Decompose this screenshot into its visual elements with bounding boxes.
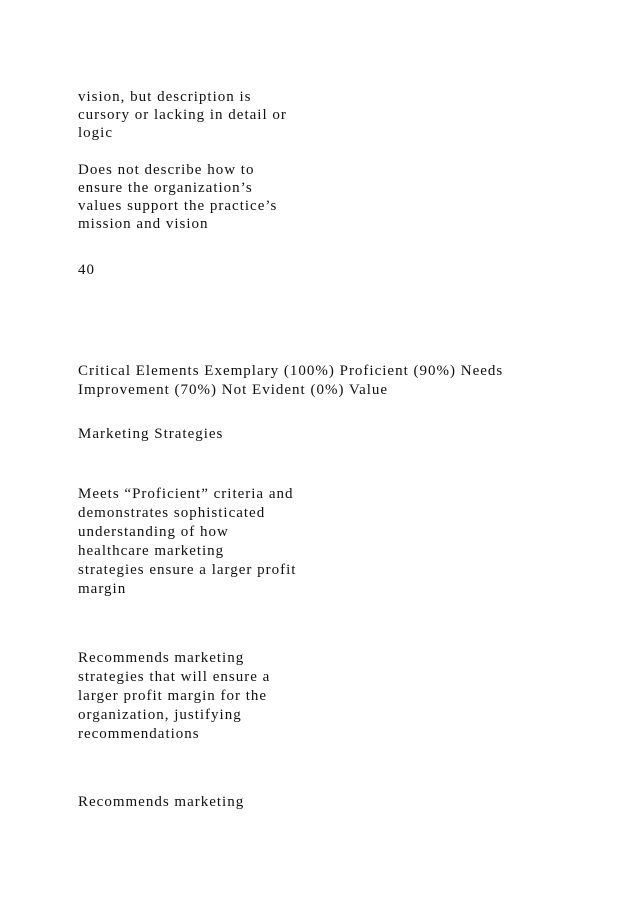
text-line: understanding of how (78, 524, 229, 540)
text-line: ensure the organization’s (78, 180, 253, 196)
table-header-line: Critical Elements Exemplary (100%) Proficient (90%) Needs (78, 363, 504, 379)
text-line: strategies that will ensure a (78, 669, 271, 685)
text-line: values support the practice’s (78, 198, 278, 214)
text-line: margin (78, 581, 127, 597)
text-line: cursory or lacking in detail or (78, 107, 287, 123)
text-line: logic (78, 125, 113, 141)
text-line: organization, justifying (78, 707, 242, 723)
text-line: strategies ensure a larger profit (78, 562, 297, 578)
score-value: 40 (78, 262, 95, 278)
table-header-line: Improvement (70%) Not Evident (0%) Value (78, 382, 389, 398)
text-line: Meets “Proficient” criteria and (78, 486, 294, 502)
text-line: larger profit margin for the (78, 688, 268, 704)
text-line: Does not describe how to (78, 162, 255, 178)
text-line: healthcare marketing (78, 543, 225, 559)
text-line: vision, but description is (78, 89, 252, 105)
text-line: recommendations (78, 726, 200, 742)
critical-element-title: Marketing Strategies (78, 426, 224, 442)
text-line: Recommends marketing (78, 650, 245, 666)
text-line: demonstrates sophisticated (78, 505, 266, 521)
text-line: Recommends marketing (78, 794, 245, 810)
text-line: mission and vision (78, 216, 209, 232)
